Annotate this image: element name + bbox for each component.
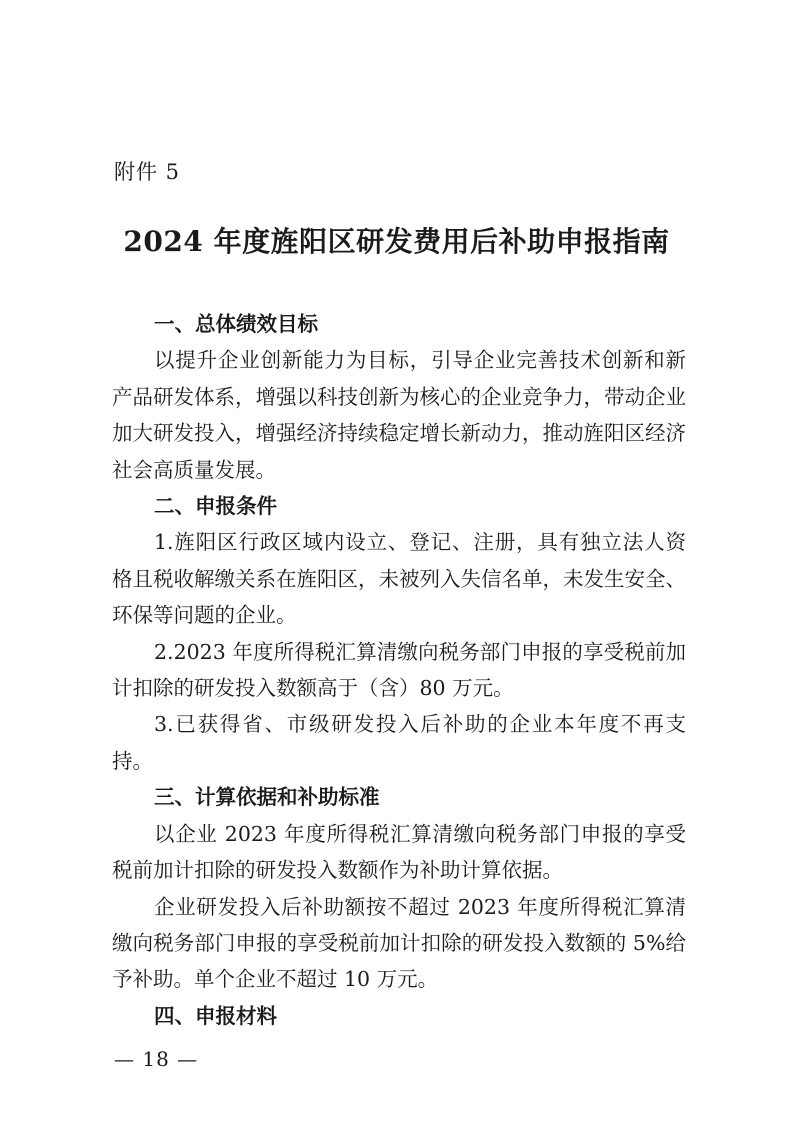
section-2-paragraph-2: 2.2023 年度所得税汇算清缴向税务部门申报的享受税前加计扣除的研发投入数额高于（含）80 万元。 — [112, 639, 686, 701]
document-title: 2024 年度旌阳区研发费用后补助申报指南 — [123, 225, 670, 258]
document-body — [112, 306, 686, 1034]
page-number: — 18 — — [114, 1047, 199, 1071]
section-3-paragraph-1: 以企业 2023 年度所得税汇算清缴向税务部门申报的享受税前加计扣除的研发投入数额作为补助计算依据。 — [112, 821, 686, 883]
section-1-heading: 一、总体绩效目标 — [154, 312, 319, 336]
section-2-heading: 二、申报条件 — [154, 494, 278, 519]
section-2-paragraph-3: 3.已获得省、市级研发投入后补助的企业本年度不再支持。 — [112, 712, 686, 773]
section-1-paragraph-1: 以提升企业创新能力为目标，引导企业完善技术创新和新产品研发体系，增强以科技创新为核心的企业竞争力，带动企业加大研发投入，增强经济持续稳定增长新动力，推动旌阳区经济社会高质量发展。 — [112, 348, 686, 482]
section-2-paragraph-1: 1.旌阳区行政区域内设立、登记、注册，具有独立法人资格且税收解缴关系在旌阳区，未被列入失信名单，未发生安全、环保等问题的企业。 — [112, 530, 686, 628]
attachment-label: 附件 5 — [114, 160, 181, 184]
section-3-heading: 三、计算依据和补助标准 — [154, 785, 380, 810]
section-4-heading: 四、申报材料 — [154, 1003, 278, 1028]
section-3-paragraph-2: 企业研发投入后补助额按不超过 2023 年度所得税汇算清缴向税务部门申报的享受税前加计扣除的研发投入数额的 5%给予补助。单个企业不超过 10 万元。 — [112, 894, 686, 992]
